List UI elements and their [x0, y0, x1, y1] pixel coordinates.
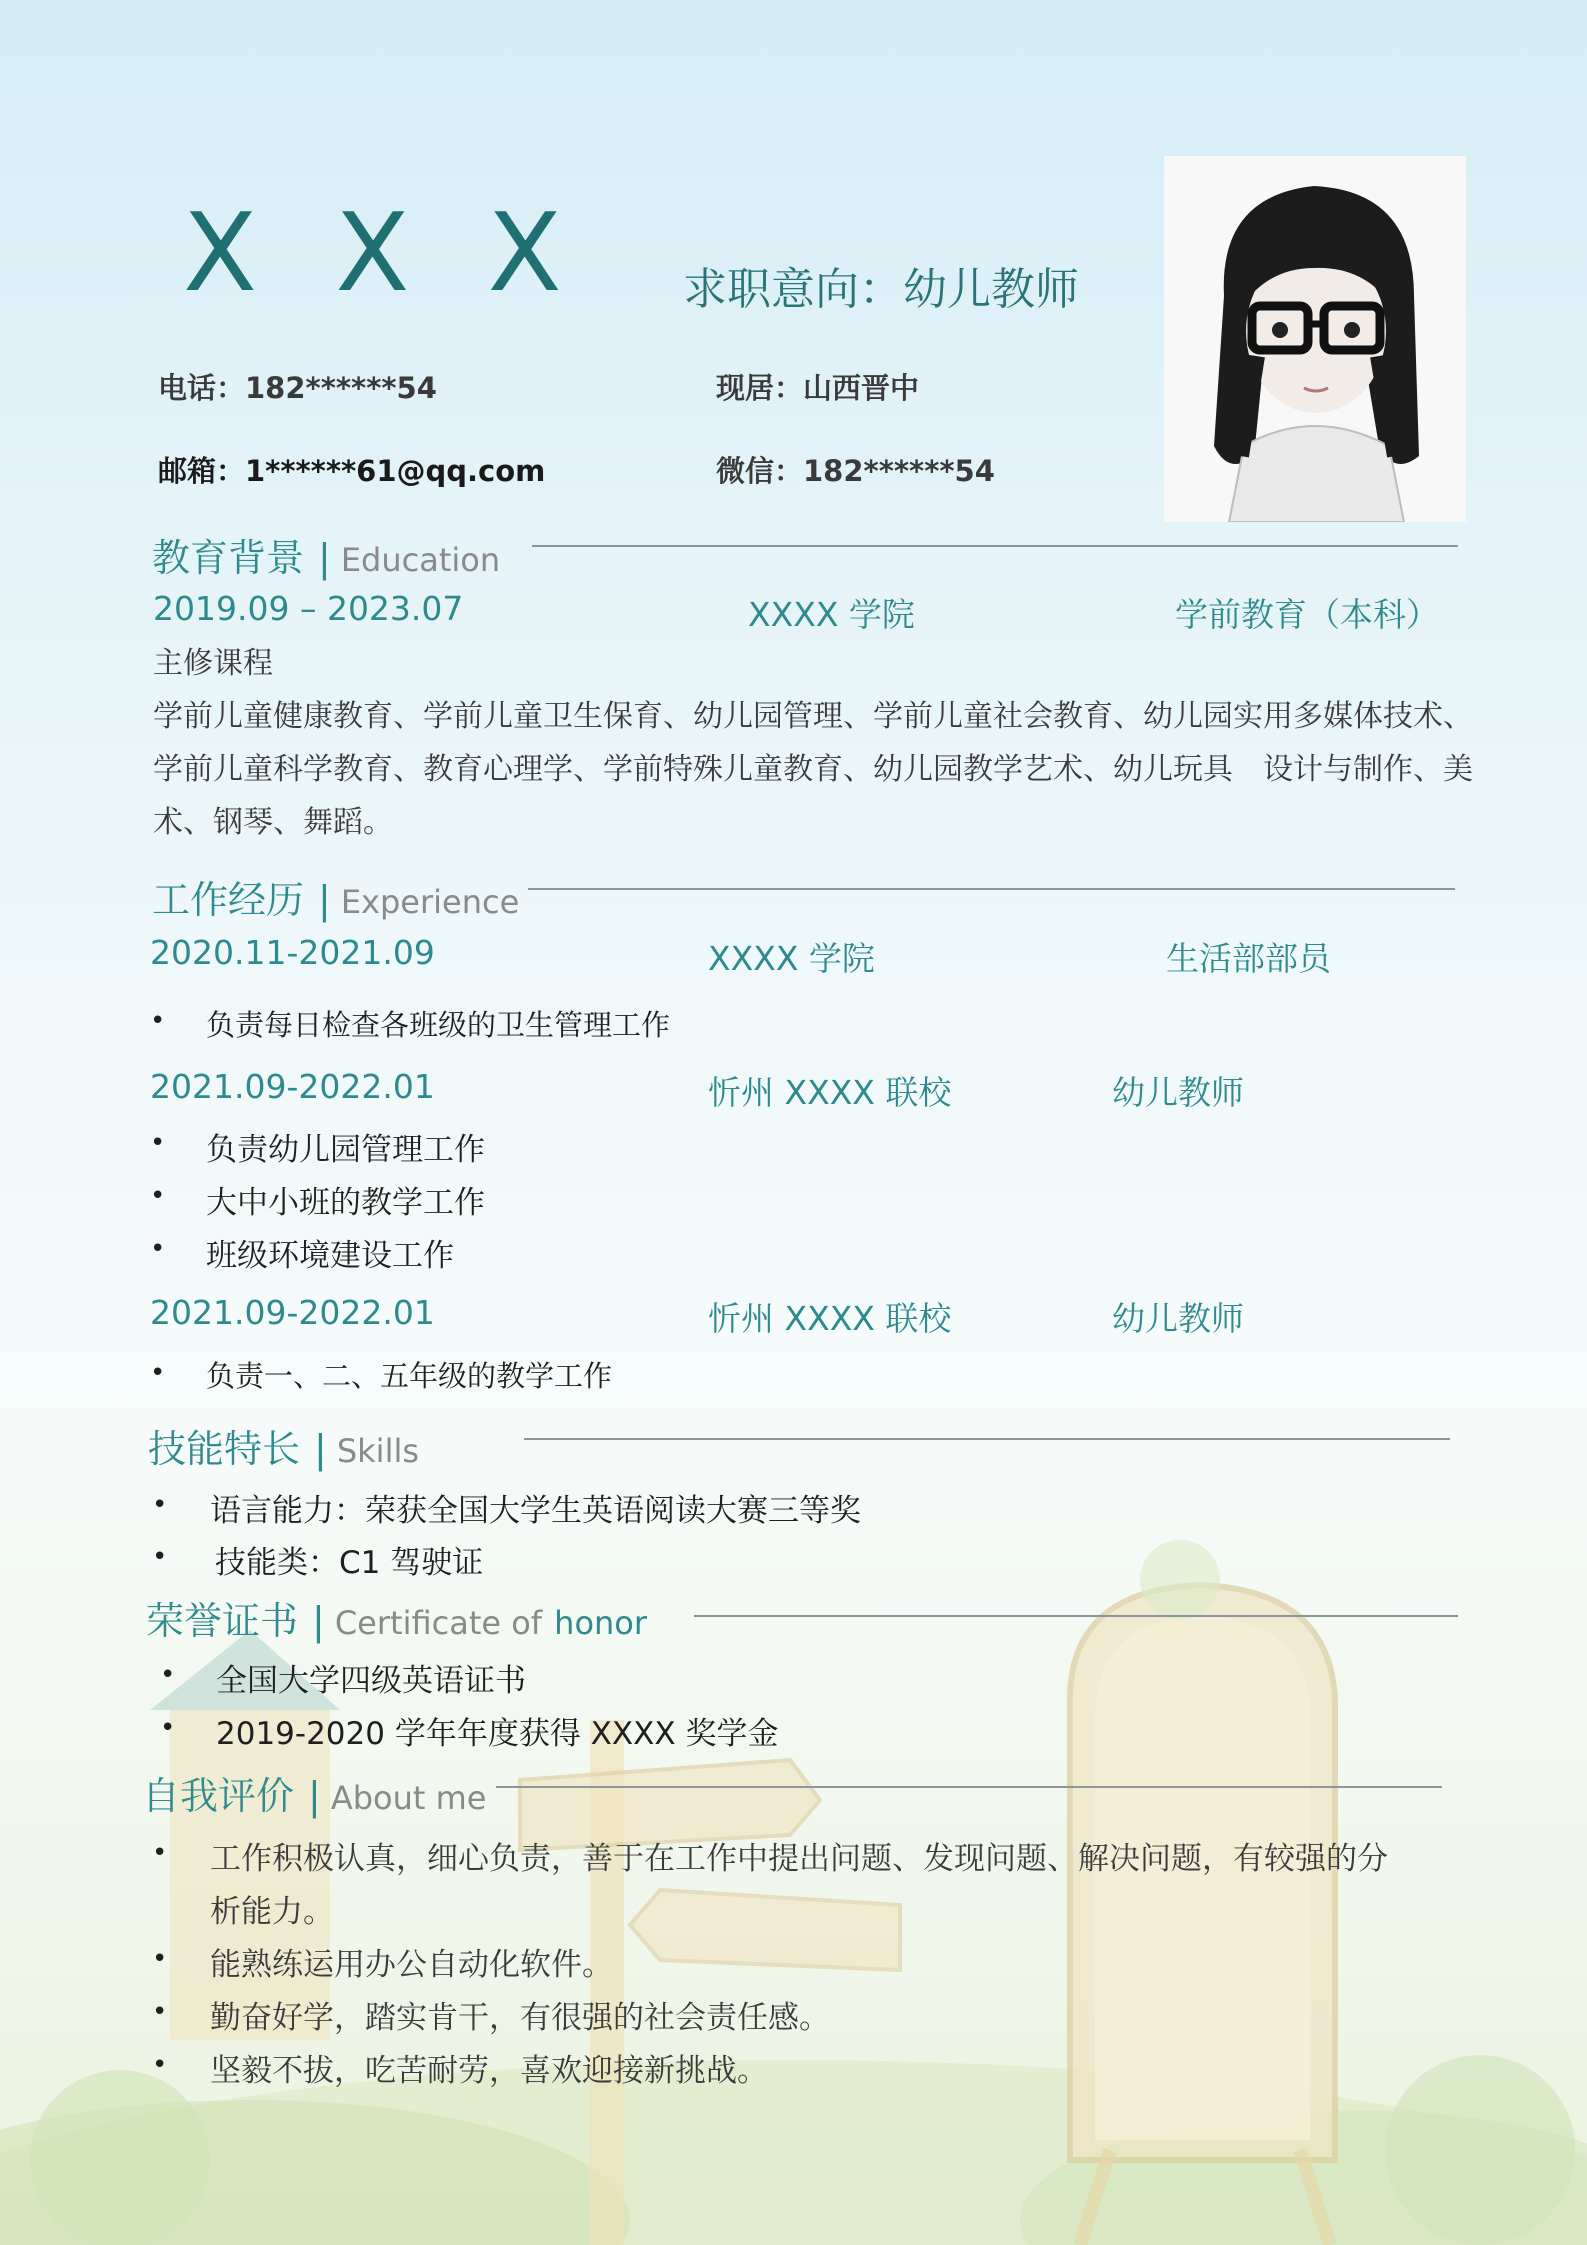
- section-title-honors: [146, 1590, 647, 1645]
- job-period: 2021.09-2022.01: [150, 1293, 435, 1332]
- bullet: •: [150, 1358, 166, 1388]
- bullet: •: [160, 1660, 176, 1690]
- section-title-en: Education: [340, 541, 501, 579]
- section-title-cn: 技能特长: [148, 1427, 301, 1471]
- contact-wechat: 微信：182******54: [716, 454, 995, 488]
- bullet: •: [150, 1128, 166, 1158]
- section-title-cn: 工作经历: [152, 878, 305, 922]
- bullet: •: [152, 1997, 168, 2027]
- job-duty: 负责每日检查各班级的卫生管理工作: [206, 1008, 671, 1042]
- avatar-photo: [1164, 156, 1466, 522]
- bullet: •: [160, 1713, 176, 1743]
- section-rule: [694, 1615, 1458, 1617]
- section-rule: [532, 545, 1458, 547]
- section-title-cn: 教育背景: [152, 536, 305, 580]
- about-item: 坚毅不拔，吃苦耐劳，喜欢迎接新挑战。: [210, 2053, 768, 2089]
- bullet: •: [152, 1542, 168, 1572]
- courses-line: 学前儿童科学教育、教育心理学、学前特殊儿童教育、幼儿园教学艺术、幼儿玩具 设计与制作、美: [153, 752, 1473, 787]
- section-divider: |: [308, 1774, 321, 1818]
- section-title-education: [152, 527, 500, 582]
- skill-item: 技能类：C1 驾驶证: [215, 1545, 484, 1581]
- section-divider: |: [318, 878, 331, 922]
- job-period: 2020.11-2021.09: [150, 933, 435, 972]
- edu-period: 2019.09 – 2023.07: [153, 589, 464, 628]
- job-duty: 大中小班的教学工作: [206, 1185, 485, 1221]
- bullet: •: [152, 1490, 168, 1520]
- courses-line: 术、钢琴、舞蹈。: [153, 805, 393, 840]
- job-org: 忻州 XXXX 联校: [708, 1073, 952, 1112]
- edu-major: 学前教育（本科）: [1175, 595, 1439, 634]
- bullet: •: [152, 1838, 168, 1868]
- section-title-cn: 自我评价: [142, 1774, 295, 1818]
- section-title-cn: 荣誉证书: [146, 1599, 299, 1643]
- honor-item: 2019-2020 学年年度获得 XXXX 奖学金: [216, 1716, 779, 1752]
- job-role: 幼儿教师: [1112, 1073, 1244, 1112]
- section-divider: |: [312, 1599, 325, 1643]
- bullet: •: [152, 1944, 168, 1974]
- section-rule: [528, 888, 1455, 890]
- section-rule: [496, 1786, 1442, 1788]
- job-role: 幼儿教师: [1112, 1299, 1244, 1338]
- job-duty: 负责一、二、五年级的教学工作: [206, 1359, 613, 1393]
- job-period: 2021.09-2022.01: [150, 1067, 435, 1106]
- section-divider: |: [314, 1427, 327, 1471]
- bullet: •: [150, 1234, 166, 1264]
- candidate-name: X X X: [183, 191, 584, 316]
- skill-item: 语言能力：荣获全国大学生英语阅读大赛三等奖: [210, 1493, 861, 1529]
- section-title-en: About me: [330, 1779, 487, 1817]
- section-title-en: Experience: [340, 883, 520, 921]
- about-item: 能熟练运用办公自动化软件。: [210, 1947, 613, 1983]
- honor-item: 全国大学四级英语证书: [216, 1663, 526, 1699]
- bullet: •: [150, 1181, 166, 1211]
- section-title-experience: [152, 869, 519, 924]
- courses-label: 主修课程: [153, 646, 273, 681]
- contact-phone: 电话：182******54: [158, 371, 437, 405]
- about-item: 工作积极认真，细心负责，善于在工作中提出问题、发现问题、解决问题，有较强的分: [210, 1841, 1388, 1877]
- job-duty: 班级环境建设工作: [206, 1238, 454, 1274]
- bullet: •: [152, 2050, 168, 2080]
- job-duty: 负责幼儿园管理工作: [206, 1132, 485, 1168]
- section-rule: [524, 1438, 1450, 1440]
- edu-school: XXXX 学院: [748, 595, 915, 634]
- courses-line: 学前儿童健康教育、学前儿童卫生保育、幼儿园管理、学前儿童社会教育、幼儿园实用多媒体技术、: [153, 699, 1473, 734]
- job-role: 生活部部员: [1166, 939, 1331, 978]
- section-title-skills: [148, 1418, 419, 1473]
- bullet: •: [150, 1006, 166, 1036]
- section-title-en: Certificate of: [334, 1604, 543, 1642]
- about-item-continued: 析能力。: [210, 1894, 334, 1930]
- contact-email: 邮箱：1******61@qq.com: [158, 454, 546, 488]
- section-title-about: [142, 1765, 486, 1820]
- section-title-en-highlight: honor: [554, 1604, 648, 1642]
- about-item: 勤奋好学，踏实肯干，有很强的社会责任感。: [210, 2000, 830, 2036]
- job-org: XXXX 学院: [708, 939, 875, 978]
- job-intent: 求职意向：幼儿教师: [683, 264, 1079, 315]
- section-title-en: Skills: [336, 1432, 420, 1470]
- section-divider: |: [318, 536, 331, 580]
- job-org: 忻州 XXXX 联校: [708, 1299, 952, 1338]
- contact-residence: 现居：山西晋中: [716, 371, 920, 405]
